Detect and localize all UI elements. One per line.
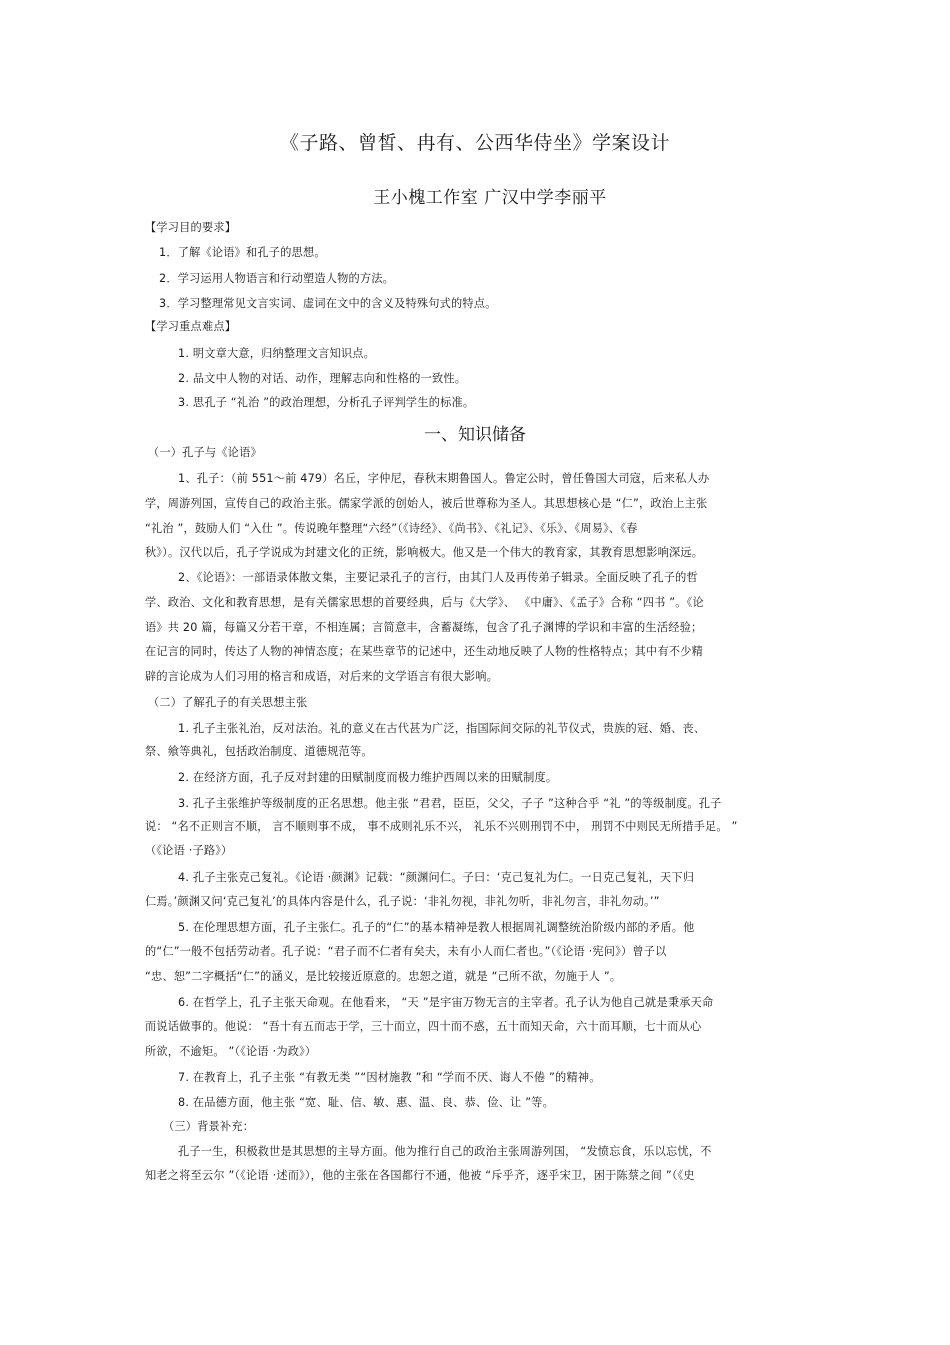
paragraph-line: “忠、恕”二字概括“仁”的涵义，是比较接近原意的。忠恕之道，就是 “己所不欲，勿施于人 ”。	[145, 970, 622, 983]
keypoint-item: 1. 明文章大意，归纳整理文言知识点。	[178, 347, 376, 360]
part-heading: （三）背景补充：	[163, 1120, 255, 1133]
section-title: 一、知识储备	[424, 425, 526, 445]
paragraph-line: 祭、飨等典礼，包括政治制度、道德规范等。	[145, 745, 373, 758]
paragraph-line: 辟的言论成为人们习用的格言和成语，对后来的文学语言有很大影响。	[145, 670, 499, 683]
paragraph-line: 8. 在品德方面，他主张 “宽、耻、信、敏、惠、温、良、恭、俭、让 ”等。	[178, 1096, 554, 1109]
paragraph-line: 所欲，不逾矩。 ”（《论语 ·为政》）	[145, 1045, 317, 1058]
paragraph-line: 仁焉。’颜渊又问‘克己复礼’的具体内容是什么，孔子说：‘非礼勿视，非礼勿听，非礼勿言，非礼勿动。’”	[145, 895, 660, 908]
paragraph-line: 2. 在经济方面，孔子反对封建的田赋制度而极力维护西周以来的田赋制度。	[178, 771, 558, 784]
paragraph-line: 说： “名不正则言不顺， 言不顺则事不成， 事不成则礼乐不兴， 礼乐不兴则刑罚不中， 刑罚不中则民无所措手足。 ”	[145, 820, 738, 833]
objective-item: 3．学习整理常见文言实词、虚词在文中的含义及特殊句式的特点。	[159, 297, 497, 310]
paragraph-line: 1、孔子：（前 551～前 479）名丘，字仲尼，春秋末期鲁国人。鲁定公时，曾任鲁国大司寇，后来私人办	[178, 472, 710, 485]
paragraph-line: 秋》）。汉代以后，孔子学说成为封建文化的正统，影响极大。他又是一个伟大的教育家，其教育思想影响深远。	[145, 546, 704, 559]
objective-item: 1．了解《论语》和孔子的思想。	[159, 246, 326, 259]
paragraph-line: 6. 在哲学上，孔子主张天命观。在他看来， “天 ”是宇宙万物无言的主宰者。孔子认为他自己就是秉承天命	[178, 996, 714, 1009]
paragraph-line: 知老之将至云尔 ”（《论语 ·述而》），他的主张在各国都行不通，他被 “斥乎齐，逐乎宋卫，困于陈蔡之间 ”（《史	[145, 1169, 695, 1182]
paragraph-line: （《论语 ·子路》）	[145, 844, 233, 857]
part-heading: （一）孔子与《论语》	[148, 446, 262, 459]
paragraph-line: 在记言的同时，传达了人物的神情态度；在某些章节的记述中，还生动地反映了人物的性格特点；其中有不少精	[145, 645, 703, 658]
paragraph-line: 5. 在伦理思想方面，孔子主张仁。孔子的“仁”的基本精神是教人根据周礼调整统治阶级内部的矛盾。他	[178, 921, 695, 934]
paragraph-line: 语》共 20 篇，每篇又分若干章，不相连属；言简意丰，含蓄凝练，包含了孔子渊博的学识和丰富的生活经验；	[145, 621, 703, 634]
keypoint-item: 2. 品文中人物的对话、动作，理解志向和性格的一致性。	[178, 372, 467, 385]
paragraph-line: 而说话做事的。他说： “吾十有五而志于学，三十而立，四十而不惑，五十而知天命，六十而耳顺，七十而从心	[145, 1020, 702, 1033]
paragraph-line: 学，周游列国，宣传自己的政治主张。儒家学派的创始人，被后世尊称为圣人。其思想核心是 “仁”，政治上主张	[145, 497, 708, 510]
document-title: 《子路、曾皙、冉有、公西华侍坐》学案设计	[279, 132, 670, 154]
paragraph-line: 1. 孔子主张礼治，反对法治。礼的意义在古代甚为广泛，指国际间交际的礼节仪式，贵族的冠、婚、丧、	[178, 722, 706, 735]
paragraph-line: 4. 孔子主张克己复礼。《论语 ·颜渊》记载：“颜渊问仁。子曰：‘克己复礼为仁。一日克己复礼，天下归	[178, 871, 695, 884]
objectives-heading: 【学习目的要求】	[145, 221, 237, 234]
keypoints-heading: 【学习重点难点】	[145, 320, 237, 333]
keypoint-item: 3. 思孔子 “礼治 ”的政治理想，分析孔子评判学生的标准。	[178, 396, 475, 409]
paragraph-line: 3. 孔子主张维护等级制度的正名思想。他主张 “君君，臣臣，父父，子子 ”这种合乎 “礼 ”的等级制度。孔子	[178, 797, 722, 810]
author-byline: 王小槐工作室 广汉中学李丽平	[373, 188, 607, 208]
paragraph-line: 学、政治、文化和教育思想，是有关儒家思想的首要经典，后与《大学》、 《中庸》、《孟子》合称 “四书 ”。《论	[145, 596, 704, 609]
paragraph-line: 2、《论语》：一部语录体散文集，主要记录孔子的言行，由其门人及再传弟子辑录。全面反映了孔子的哲	[178, 571, 698, 584]
paragraph-line: “礼治 ”，鼓励人们 “入仕 ”。传说晚年整理“六经”（《诗经》、《尚书》、《礼记》、《乐》、《周易》、《春	[145, 522, 638, 535]
part-heading: （二）了解孔子的有关思想主张	[148, 696, 308, 709]
objective-item: 2．学习运用人物语言和行动塑造人物的方法。	[159, 272, 395, 285]
paragraph-line: 的“仁”一般不包括劳动者。孔子说：“君子而不仁者有矣夫，未有小人而仁者也。”（《论语 ·宪问》）曾子以	[145, 945, 667, 958]
paragraph-line: 孔子一生，积极救世是其思想的主导方面。他为推行自己的政治主张周游列国， “发愤忘食，乐以忘忧，不	[178, 1145, 712, 1158]
paragraph-line: 7. 在教育上，孔子主张 “有教无类 ”“因材施教 ”和 “学而不厌、诲人不倦 ”的精神。	[178, 1071, 601, 1084]
